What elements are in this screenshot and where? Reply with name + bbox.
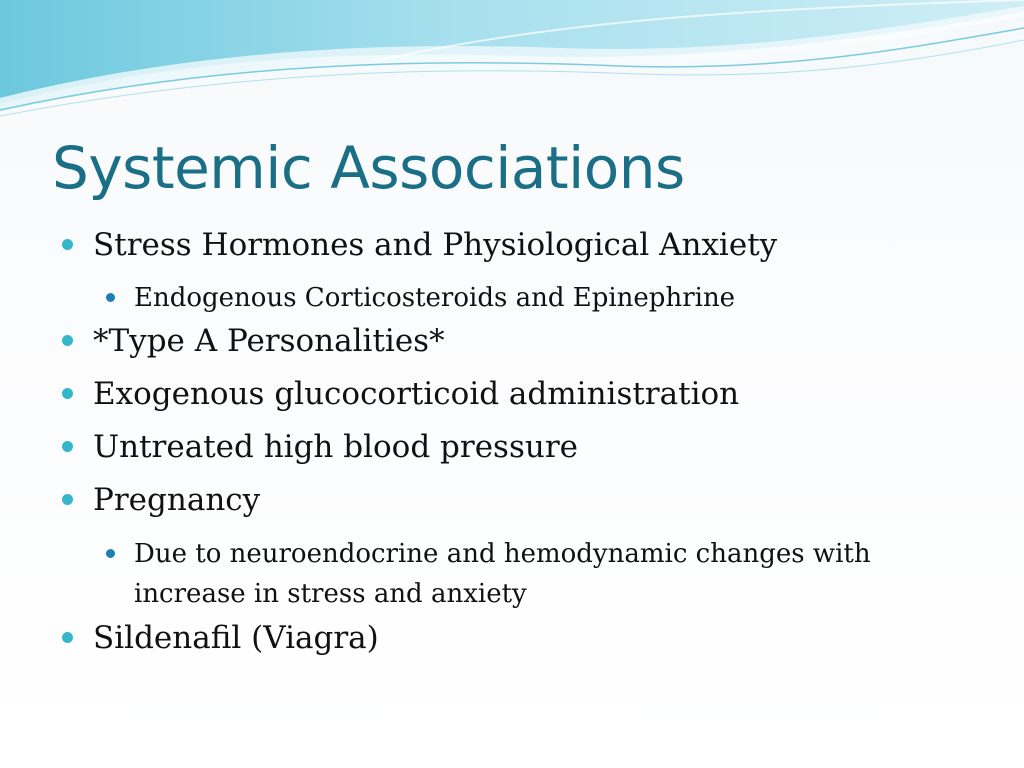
- sub-bullet-icon: [106, 293, 115, 302]
- bullet-text: Sildenafil (Viagra): [93, 620, 379, 656]
- bullet-item: [62, 428, 982, 466]
- bullet-text: Pregnancy: [93, 482, 261, 518]
- bullet-text: *Type A Personalities*: [93, 323, 445, 359]
- bullet-list: [62, 226, 982, 672]
- header-wave-decoration: [0, 0, 1024, 120]
- bullet-item: [62, 226, 982, 264]
- bullet-item: [62, 619, 982, 657]
- bullet-icon: [62, 494, 73, 505]
- bullet-text: Untreated high blood pressure: [93, 429, 578, 465]
- bullet-icon: [62, 632, 73, 643]
- slide-title: Systemic Associations: [52, 134, 685, 202]
- bullet-icon: [62, 239, 73, 250]
- sub-bullet-text: Due to neuroendocrine and hemodynamic changes with increase in stress and anxiety: [134, 539, 871, 609]
- bullet-icon: [62, 441, 73, 452]
- bullet-icon: [62, 388, 73, 399]
- sub-bullet-icon: [106, 549, 115, 558]
- sub-bullet-text: Endogenous Corticosteroids and Epinephrine: [134, 283, 736, 313]
- sub-bullet-item: [104, 279, 982, 317]
- bullet-text: Stress Hormones and Physiological Anxiety: [93, 227, 778, 263]
- bullet-text: Exogenous glucocorticoid administration: [93, 376, 740, 412]
- bullet-item: [62, 322, 982, 360]
- bullet-item: [62, 481, 982, 519]
- sub-bullet-item: [104, 534, 982, 614]
- bullet-icon: [62, 335, 73, 346]
- bullet-item: [62, 375, 982, 413]
